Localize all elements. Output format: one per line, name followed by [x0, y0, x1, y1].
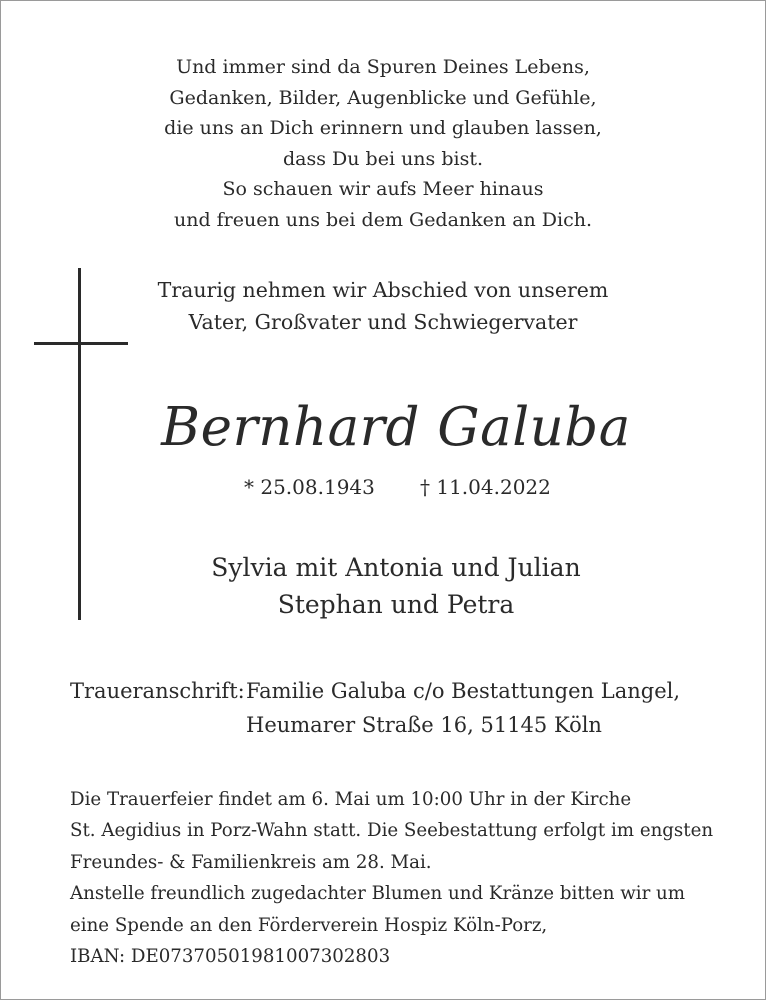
address-line: Heumarer Straße 16, 51145 Köln: [246, 713, 602, 737]
mourner-line: Sylvia mit Antonia und Julian: [211, 553, 581, 582]
deceased-name: Bernhard Galuba: [161, 397, 631, 458]
poem-line: die uns an Dich erinnern und glauben lassen,: [164, 117, 602, 139]
mourner-line: Stephan und Petra: [277, 590, 515, 619]
details-line: eine Spende an den Förderverein Hospiz Köln-Porz,: [70, 914, 548, 936]
details-line: IBAN: DE07370501981007302803: [70, 946, 391, 968]
details-line: Die Trauerfeier findet am 6. Mai um 10:00 Uhr in der Kirche: [70, 789, 632, 810]
poem-line: So schauen wir aufs Meer hinaus: [222, 178, 544, 200]
details-line: Anstelle freundlich zugedachter Blumen und Kränze bitten wir um: [70, 883, 686, 905]
address-line: Familie Galuba c/o Bestattungen Langel,: [246, 679, 681, 703]
intro-text: [0, 274, 766, 338]
address-label: Traueranschrift:: [70, 679, 245, 703]
poem-line: Und immer sind da Spuren Deines Lebens,: [176, 56, 590, 78]
poem-line: dass Du bei uns bist.: [283, 147, 483, 170]
details-line: Freundes- & Familienkreis am 28. Mai.: [70, 851, 432, 873]
death-date: † 11.04.2022: [420, 475, 551, 499]
intro-line: Vater, Großvater und Schwiegervater: [188, 310, 578, 334]
poem-line: Gedanken, Bilder, Augenblicke und Gefühle,: [169, 86, 597, 109]
address-block: [246, 674, 680, 742]
funeral-details: [70, 784, 713, 972]
poem: [0, 52, 766, 235]
cross-icon-horizontal: [34, 342, 128, 345]
birth-date: * 25.08.1943: [244, 475, 375, 499]
details-line: St. Aegidius in Porz-Wahn statt. Die Seebestattung erfolgt im engsten: [70, 820, 714, 842]
intro-line: Traurig nehmen wir Abschied von unserem: [157, 278, 609, 302]
poem-line: und freuen uns bei dem Gedanken an Dich.: [173, 208, 593, 231]
mourners: [0, 549, 766, 623]
